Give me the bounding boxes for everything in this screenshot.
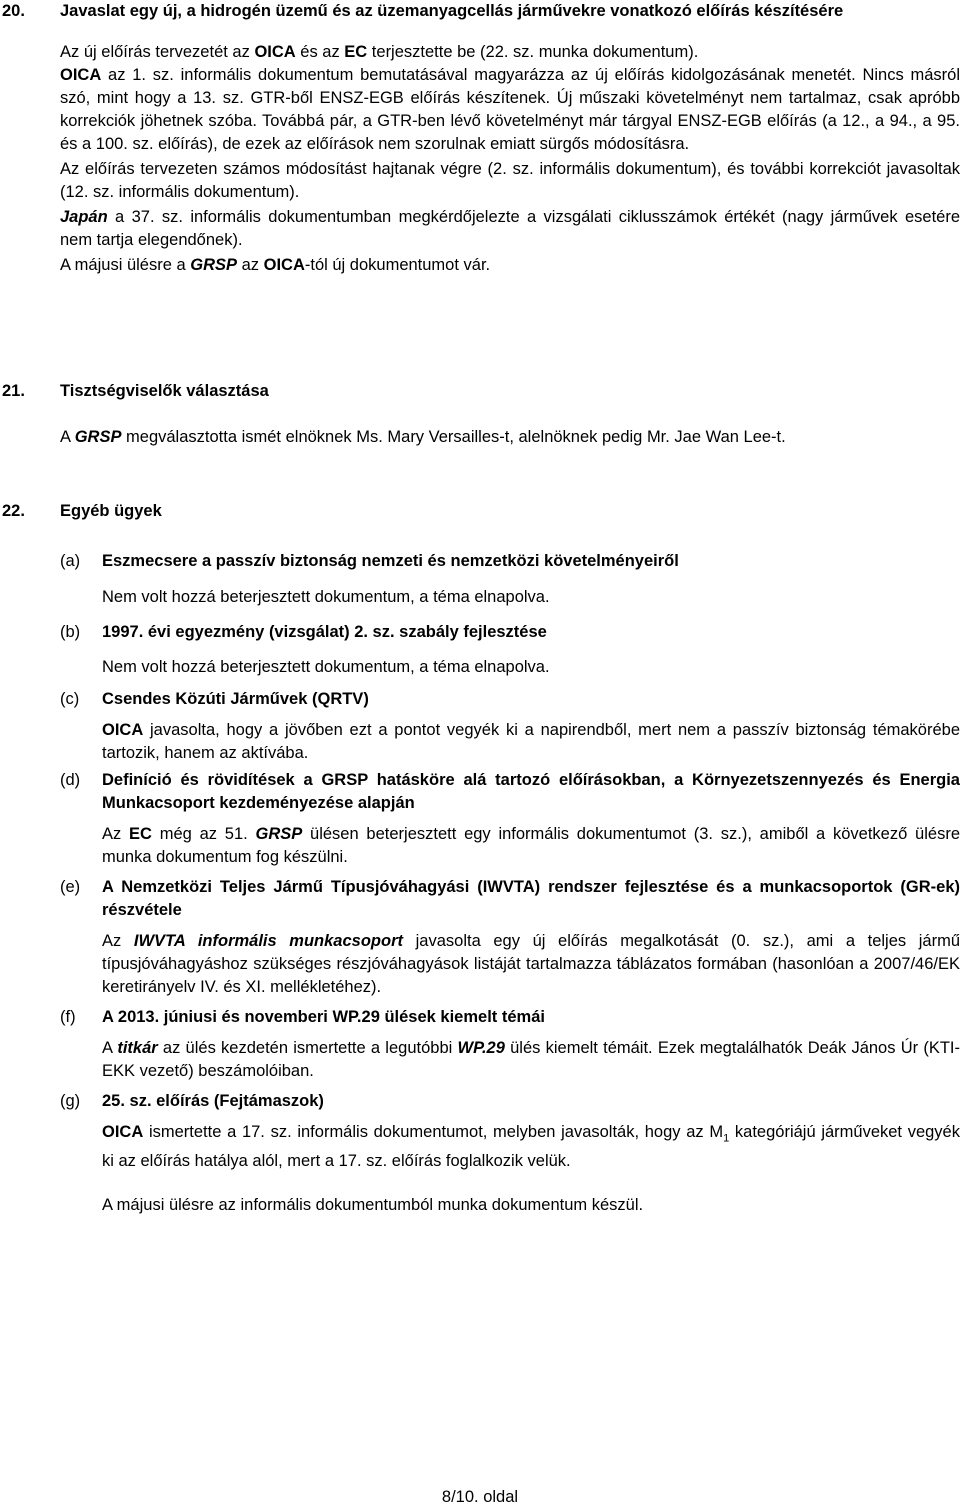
section-title: Tisztségviselők választása — [60, 382, 269, 400]
paragraph: Az új előírás tervezetét az OICA és az EC terjesztette be (22. sz. munka dokumentum). — [60, 43, 699, 61]
section-body — [60, 0, 960, 277]
subitem-label: (c) — [60, 690, 80, 708]
section-number: 21. — [2, 382, 25, 400]
paragraph: A májusi ülésre a GRSP az OICA-tól új dokumentumot vár. — [60, 256, 491, 274]
paragraph: Japán a 37. sz. informális dokumentumban megkérdőjelezte a vizsgálati ciklusszámok értékét (nagy járművek esetére nem tartja elegendőnek). — [60, 208, 960, 249]
subitem-body: Az EC még az 51. GRSP ülésen beterjesztett egy informális dokumentumot (3. sz.), amiből a következő ülésre munka dokumentum fog készülni. — [102, 825, 960, 866]
subitem-body: Nem volt hozzá beterjesztett dokumentum, a téma elnapolva. — [102, 658, 550, 676]
subitem-heading: Eszmecsere a passzív biztonság nemzeti és nemzetközi követelményeiről — [102, 552, 679, 570]
subitem-body: OICA ismertette a 17. sz. informális dokumentumot, melyben javasolták, hogy az $M_1$ kategóriájú járműveket vegyék ki az előírás hatálya alól, mert a 17. sz. előírás foglalkozik velük. — [102, 1123, 960, 1171]
subitem-heading: A Nemzetközi Teljes Jármű Típusjóváhagyási (IWVTA) rendszer fejlesztése és a munkacsoportok (GR-ek) részvétele — [102, 878, 960, 919]
subitem-heading: A 2013. júniusi és novemberi WP.29 ülések kiemelt témái — [102, 1008, 545, 1026]
subitem-heading: Definíció és rövidítések a GRSP hatásköre alá tartozó előírásokban, a Környezetszennyezés és Energia Munkacsoport kezdeményezése alapján — [102, 771, 960, 812]
subitem-label: (a) — [60, 552, 81, 570]
subitem-heading: Csendes Közúti Járművek (QRTV) — [102, 690, 369, 708]
section-body — [60, 500, 960, 523]
section-title: Egyéb ügyek — [60, 502, 162, 520]
section-body — [60, 380, 960, 449]
section-title: Javaslat egy új, a hidrogén üzemű és az üzemanyagcellás járművekre vonatkozó előírás készítésére — [60, 2, 844, 20]
subitem-body: Az IWVTA informális munkacsoport javasolta egy új előírás megalkotását (0. sz.), ami a teljes jármű típusjóváhagyáshoz szükséges részjóváhagyások listáját tartalmazza táblázatos formában (hasonlóan a 2007/46/EK keretirányelv IV. és XI. mellékletéhez). — [102, 932, 960, 996]
subitem-body-2: A májusi ülésre az informális dokumentumból munka dokumentum készül. — [102, 1196, 644, 1214]
subitem-body: Nem volt hozzá beterjesztett dokumentum, a téma elnapolva. — [102, 588, 550, 606]
subitem-heading: 1997. évi egyezmény (vizsgálat) 2. sz. szabály fejlesztése — [102, 623, 547, 641]
subitem-heading: 25. sz. előírás (Fejtámaszok) — [102, 1092, 324, 1110]
subitem-body: A titkár az ülés kezdetén ismertette a legutóbbi WP.29 ülés kiemelt témáit. Ezek megtalálhatók Deák János Úr (KTI-EKK vezető) beszámolóiban. — [102, 1039, 960, 1080]
section-number: 20. — [2, 2, 25, 20]
subitem-label: (f) — [60, 1008, 76, 1026]
subitem-label: (d) — [60, 771, 81, 789]
page-number: 8/10. oldal — [441, 1488, 519, 1506]
subitem-body: OICA javasolta, hogy a jövőben ezt a pontot vegyék ki a napirendből, mert nem a passzív biztonság témakörébe tartozik, hanem az aktívába. — [102, 721, 960, 762]
subitem-label: (b) — [60, 623, 81, 641]
paragraph: A GRSP megválasztotta ismét elnöknek Ms. Mary Versailles-t, alelnöknek pedig Mr. Jae Wan Lee-t. — [60, 428, 786, 446]
subitem-label: (e) — [60, 878, 81, 896]
section-number: 22. — [2, 502, 25, 520]
paragraph: Az előírás tervezeten számos módosítást hajtanak végre (2. sz. informális dokumentum), és további korrekciót javasoltak (12. sz. informális dokumentum). — [60, 160, 960, 201]
subitem-label: (g) — [60, 1092, 81, 1110]
paragraph: OICA az 1. sz. informális dokumentum bemutatásával magyarázza az új előírás kidolgozásának menetét. Nincs másról szó, mint hogy a 13. sz. GTR-ből ENSZ-EGB előírás készítenek. Új műszaki követelményt nem tartalmaz, csak apróbb korrekciók jöhetnek szóba. Továbbá pár, a GTR-ben lévő követelményt már tárgyal ENSZ-EGB előírás (a 12., a 94., a 95. és a 100. sz. előírás), de ezek az előírások nem szorulnak emiatt sürgős módosításra. — [60, 66, 960, 153]
